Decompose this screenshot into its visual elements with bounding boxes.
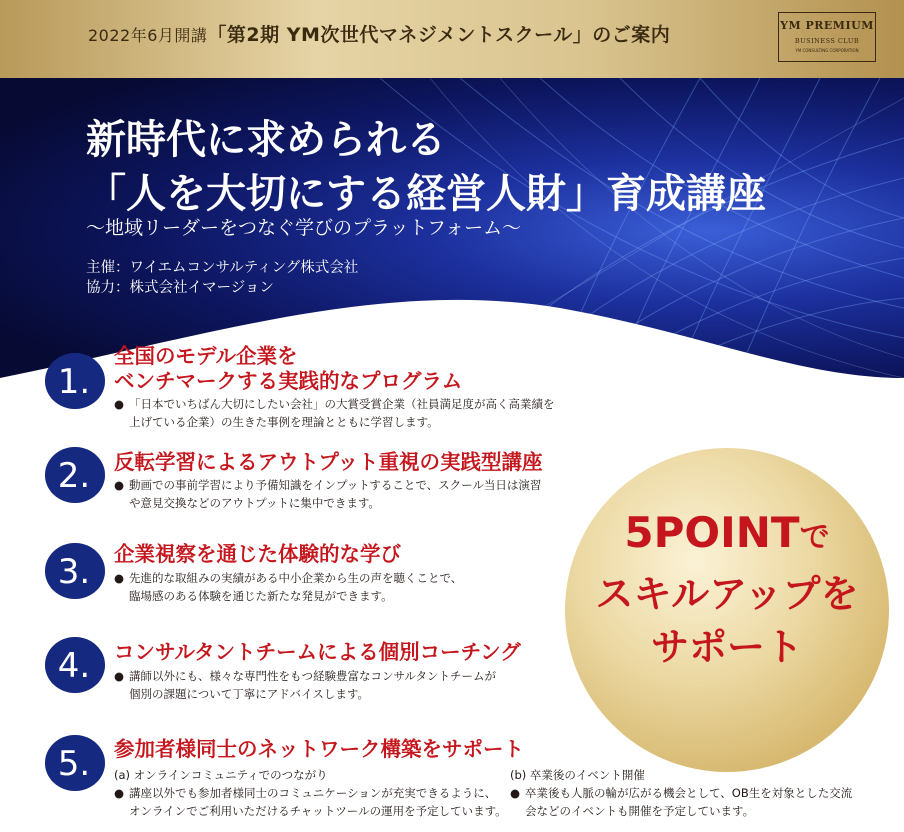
point-2-number-badge [44, 446, 106, 504]
hero-title-line2: 「人を大切にする経営人財」育成講座 [86, 171, 766, 217]
point-2-desc-line2: や意見交換などのアウトプットに集中できます。 [129, 496, 380, 510]
bullet-icon: ● [114, 669, 125, 683]
point-2-title: 反転学習によるアウトプット重視の実践型講座 [114, 450, 543, 474]
point-5b-label: (b) 卒業後のイベント開催 [510, 768, 645, 782]
point-3-desc-line1: 先進的な取組みの実績がある中小企業から生の声を聴くことで、 [129, 571, 463, 585]
header-title [88, 20, 670, 47]
five-point-badge [565, 448, 889, 772]
point-5a-desc-line1: 講座以外でも参加者様同士のコミュニケーションが充実できるように、 [129, 786, 497, 800]
ym-premium-logo [778, 12, 876, 62]
header-pre: 2022年6月開講 [88, 26, 208, 45]
point-2-number: 2. [57, 456, 91, 496]
organizer: 主催：ワイエムコンサルティング株式会社 [86, 260, 359, 276]
hero-subtitle: 〜地域リーダーをつなぐ学びのプラットフォーム〜 [86, 217, 522, 239]
bullet-icon: ● [114, 397, 125, 411]
bullet-icon: ● [114, 786, 125, 800]
point-5-number: 5. [57, 744, 91, 784]
bullet-icon: ● [114, 571, 125, 585]
point-1-number-badge [44, 352, 106, 410]
point-5-number-badge [44, 734, 106, 792]
logo-line3: YM CONSULTING CORPORATION [795, 48, 859, 53]
point-5b-desc-line1: 卒業後も人脈の輪が広がる機会として、OB生を対象とした交流 [525, 786, 853, 800]
point-2-desc-line1: 動画での事前学習により予備知識をインプットすることで、スクール当日は演習 [129, 478, 542, 492]
bullet-icon: ● [510, 786, 521, 800]
point-3-title: 企業視察を通じた体験的な学び [114, 542, 401, 566]
cooperation: 協力：株式会社イマージョン [86, 280, 274, 296]
badge-line1-small: で [799, 520, 830, 555]
point-5-title: 参加者様同士のネットワーク構築をサポート [114, 737, 524, 761]
point-3-description [114, 569, 462, 605]
point-5-column-b [510, 766, 852, 820]
point-4-description [114, 667, 496, 703]
point-1-title-line2: ベンチマークする実践的なプログラム [114, 369, 463, 393]
hero-title-line1: 新時代に求められる [86, 117, 446, 163]
point-1-number: 1. [57, 362, 91, 402]
point-3-desc-line2: 臨場感のある体験を通じた新たな発見ができます。 [129, 589, 393, 603]
point-4-number: 4. [57, 646, 91, 686]
badge-line1-big: 5POINT [624, 508, 800, 557]
point-2-description [114, 476, 541, 512]
point-3-number-badge [44, 542, 106, 600]
logo-line1: YM PREMIUM [780, 19, 874, 32]
point-1-title-line1: 全国のモデル企業を [114, 344, 298, 368]
bullet-icon: ● [114, 478, 125, 492]
point-5-column-a [114, 766, 507, 820]
point-1-desc-line1: 「日本でいちばん大切にしたい会社」の大賞受賞企業（社員満足度が高く高業績を [129, 397, 555, 411]
point-5b-desc-line2: 会などのイベントも開催を予定しています。 [525, 804, 755, 818]
point-1-description [114, 395, 555, 431]
point-4-desc-line2: 個別の課題について丁寧にアドバイスします。 [129, 687, 370, 701]
header-bar [0, 0, 904, 78]
badge-line2: スキルアップを [595, 572, 859, 616]
point-4-title: コンサルタントチームによる個別コーチング [114, 640, 521, 664]
logo-line2: BUSINESS CLUB [794, 37, 860, 45]
point-3-number: 3. [57, 552, 91, 592]
badge-line3: サポート [650, 625, 803, 669]
header-main-title: 「第2期 YM次世代マネジメントスクール」のご案内 [207, 24, 671, 46]
point-4-number-badge [44, 636, 106, 694]
point-4-desc-line1: 講師以外にも、様々な専門性をもつ経験豊富なコンサルタントチームが [129, 669, 496, 683]
point-5a-label: (a) オンラインコミュニティでのつながり [114, 768, 328, 782]
badge-line1 [565, 508, 889, 557]
point-5a-desc-line2: オンラインでご利用いただけるチャットツールの運用を予定しています。 [129, 804, 507, 818]
point-1-title [114, 344, 462, 394]
point-1-desc-line2: 上げている企業）の生きた事例を理論とともに学習します。 [129, 415, 439, 429]
